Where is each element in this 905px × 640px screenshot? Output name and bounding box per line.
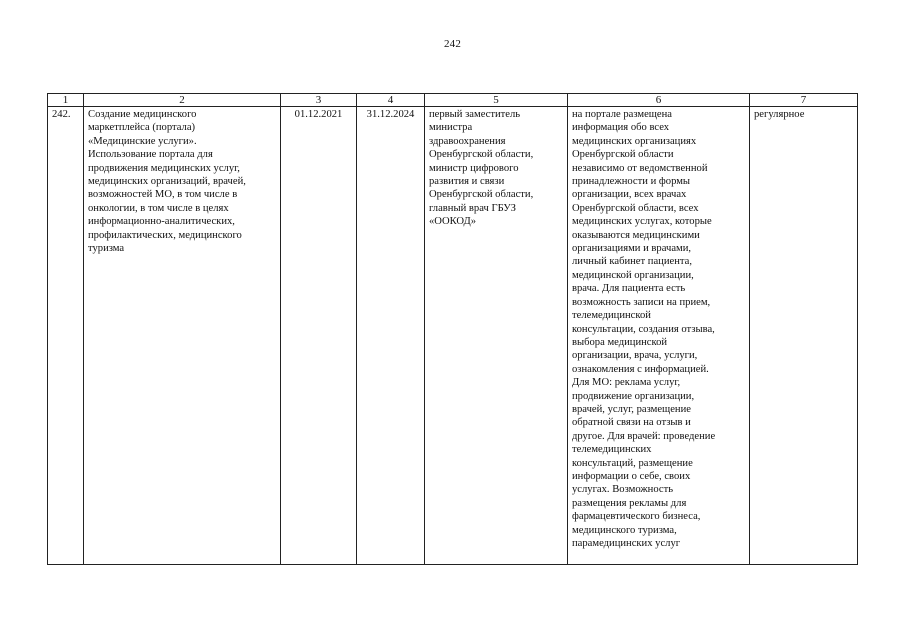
text-line: организации, всех врачах: [572, 189, 687, 201]
header-col-6: 6: [568, 94, 750, 107]
text-line: другое. Для врачей: проведение: [572, 430, 716, 442]
start-date: 01.12.2021: [281, 107, 357, 565]
text-line: независимо от ведомственной: [572, 162, 708, 174]
text-line: врачей, услуг, размещение: [572, 403, 691, 415]
text-line: «Медицинские услуги».: [88, 135, 197, 147]
text-line: выбора медицинской: [572, 336, 668, 348]
page-number: 242: [443, 38, 462, 50]
text-line: министр цифрового: [429, 162, 519, 174]
row-number: 242.: [48, 107, 84, 565]
header-col-2: 2: [84, 94, 281, 107]
text-line: размещения рекламы для: [572, 497, 687, 509]
table-row: [48, 107, 858, 565]
text-line: профилактических, медицинского: [88, 229, 242, 241]
header-row: [48, 94, 858, 107]
text-line: Для МО: реклама услуг,: [572, 377, 681, 389]
text-line: парамедицинских услуг: [572, 538, 681, 549]
text-line: Оренбургской области,: [429, 149, 534, 161]
text-line: врача. Для пациента есть: [572, 283, 686, 295]
text-line: здравоохранения: [429, 135, 506, 147]
text-line: туризма: [88, 243, 125, 255]
text-line: «ООКОД»: [429, 216, 477, 228]
text-line: министра: [429, 122, 473, 134]
text-line: организации, врача, услуги,: [572, 350, 698, 362]
text-line: фармацевтического бизнеса,: [572, 511, 701, 523]
responsible-lines: [429, 108, 563, 229]
text-line: Использование портала для: [88, 149, 213, 161]
text-line: медицинского туризма,: [572, 524, 677, 536]
text-line: на портале размещена: [572, 109, 673, 120]
text-line: медицинских организаций, врачей,: [88, 176, 246, 188]
text-line: Оренбургской области, всех: [572, 202, 699, 214]
text-line: личный кабинет пациента,: [572, 256, 692, 268]
measures-table: [47, 93, 858, 565]
text-line: медицинских организациях: [572, 135, 697, 147]
header-col-7: 7: [750, 94, 858, 107]
text-line: принадлежности и формы: [572, 176, 691, 188]
text-line: продвижение организации,: [572, 390, 695, 402]
text-line: медицинской организации,: [572, 269, 694, 281]
text-line: Создание медицинского: [88, 109, 197, 120]
text-line: Оренбургской области,: [429, 189, 534, 201]
text-line: информационно-аналитических,: [88, 216, 235, 228]
responsible-persons: [425, 107, 568, 565]
text-line: телемедицинской: [572, 310, 651, 322]
text-line: развития и связи: [429, 176, 505, 188]
text-line: главный врач ГБУЗ: [429, 202, 516, 214]
end-date: 31.12.2024: [357, 107, 425, 565]
text-line: ознакомления с информацией.: [572, 363, 709, 375]
measure-description: [84, 107, 281, 565]
expected-result: [568, 107, 750, 565]
text-line: телемедицинских: [572, 444, 652, 456]
description-lines: [88, 108, 276, 255]
text-line: первый заместитель: [429, 109, 521, 120]
header-col-4: 4: [357, 94, 425, 107]
text-line: консультации, создания отзыва,: [572, 323, 715, 335]
text-line: информация обо всех: [572, 122, 670, 134]
text-line: организациями и врачами,: [572, 243, 692, 255]
text-line: консультаций, размещение: [572, 457, 693, 469]
text-line: оказываются медицинскими: [572, 229, 700, 241]
text-line: возможностей МО, в том числе в: [88, 189, 238, 201]
text-line: маркетплейса (портала): [88, 122, 196, 134]
text-line: Оренбургской области: [572, 149, 674, 161]
periodicity: регулярное: [750, 107, 858, 565]
header-col-3: 3: [281, 94, 357, 107]
text-line: продвижения медицинских услуг,: [88, 162, 240, 174]
text-line: медицинских услугах, которые: [572, 216, 712, 228]
text-line: онкологии, в том числе в целях: [88, 202, 229, 214]
header-col-1: 1: [48, 94, 84, 107]
header-col-5: 5: [425, 94, 568, 107]
text-line: услугах. Возможность: [572, 484, 674, 496]
text-line: информации о себе, своих: [572, 470, 691, 482]
result-lines: [572, 108, 745, 550]
text-line: обратной связи на отзыв и: [572, 417, 691, 429]
text-line: возможность записи на прием,: [572, 296, 711, 308]
